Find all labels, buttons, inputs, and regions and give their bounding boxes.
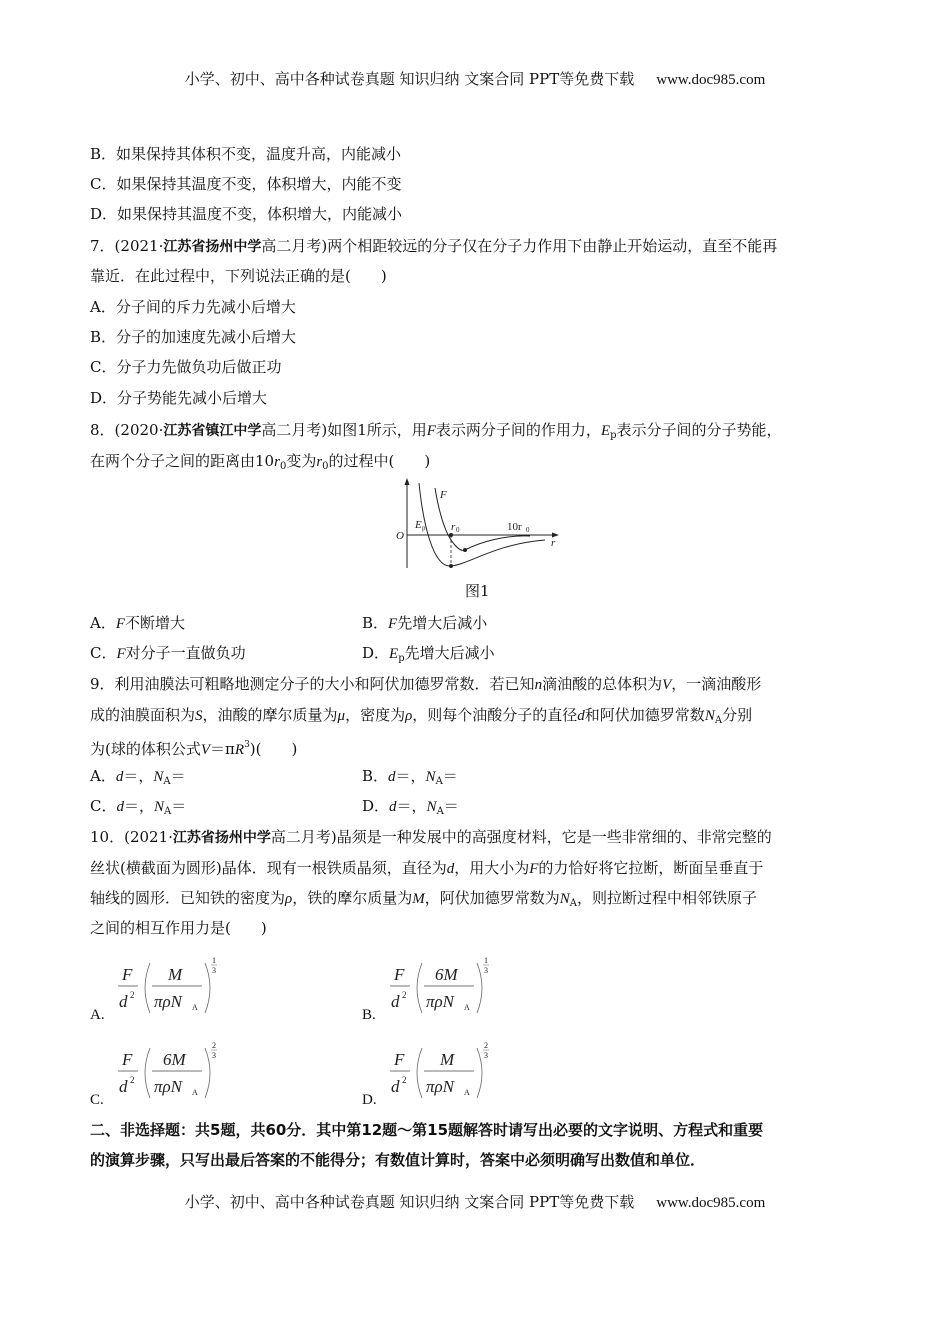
option-label: D． [362, 644, 390, 662]
stem-text: 变为 [286, 452, 317, 470]
q8-option-a [90, 614, 185, 632]
eq: ＝， [123, 767, 154, 785]
header-url[interactable]: www.doc985.com [656, 72, 766, 88]
stem-text: 靠近．在此过程中，下列说法正确的是( [90, 267, 351, 285]
figure-1-force-potential-graph [395, 478, 565, 573]
q10-stem-line3 [90, 888, 757, 914]
option-label: D. [362, 1092, 377, 1108]
svg-text:πρN: πρN [154, 992, 183, 1011]
var-F: F [426, 423, 436, 439]
stem-text: ，则拉断过程中相邻铁原子 [577, 889, 758, 907]
var-Ep: E [389, 646, 399, 662]
svg-text:d: d [119, 1077, 128, 1096]
q9-option-b [362, 766, 458, 792]
paren: ) [260, 919, 267, 937]
var-d: d [115, 769, 124, 785]
q8-option-d [362, 643, 495, 669]
svg-text:M: M [440, 1050, 455, 1069]
section-2-instructions-line1: 二、非选择题：共5题，共60分．其中第12题～第15题解答时请写出必要的文字说明、方程式和重要 [90, 1121, 764, 1139]
stem-text: 在两个分子之间的距离由10 [90, 452, 275, 470]
svg-text:3: 3 [484, 966, 488, 975]
stem-text: ，用大小为 [454, 859, 530, 877]
var-d: d [388, 769, 396, 785]
svg-text:2: 2 [212, 1041, 216, 1050]
superscript: 3 [244, 740, 250, 750]
paren: ) [424, 452, 431, 470]
stem-text: 之间的相互作用力是( [90, 919, 231, 937]
option-label: B. [362, 1007, 376, 1023]
eq: ＝， [395, 767, 426, 785]
var-n: n [534, 677, 543, 693]
option-text: 先增大后减小 [404, 644, 495, 662]
q7-option-a [90, 297, 296, 317]
option-text: 分子力先做负功后做正功 [116, 358, 282, 376]
subscript: p [610, 430, 617, 441]
source-prefix: (2020· [114, 421, 164, 439]
q9-option-d [362, 796, 459, 822]
subscript: 0 [279, 461, 287, 472]
stem-text: 丝状(横截面为圆形)晶体．现有一根铁质晶须，直径为 [90, 859, 447, 877]
q9-stem-line3 [90, 735, 297, 760]
var-NA: N [704, 708, 715, 724]
q7-option-c [90, 357, 282, 377]
eq: ＝， [123, 797, 154, 815]
source-school: 江苏省扬州中学 [172, 830, 271, 846]
var-NA: N [426, 799, 437, 815]
source-school: 江苏省镇江中学 [163, 423, 262, 439]
stem-text: 和阿伏加德罗常数 [584, 706, 705, 724]
option-text: 分子间的斥力先减小后增大 [115, 298, 296, 316]
svg-text:d: d [391, 1077, 400, 1096]
stem-text: 表示两分子间的作用力， [435, 421, 601, 439]
section-2-instructions-line2: 的演算步骤，只写出最后答案的不能得分；有数值计算时，答案中必须明确写出数值和单位． [90, 1151, 706, 1169]
stem-text: 如图1所示，用 [327, 421, 427, 439]
stem-text: ，一滴油酸形 [671, 675, 762, 693]
subscript: A [164, 806, 172, 817]
svg-text:3: 3 [484, 1051, 488, 1060]
stem-text: 滴油酸的总体积为 [542, 675, 663, 693]
svg-text:M: M [168, 965, 183, 984]
option-label: C. [90, 1092, 104, 1108]
svg-text:πρN: πρN [154, 1077, 183, 1096]
q8-option-c [90, 644, 246, 662]
var-d: d [446, 861, 455, 877]
svg-text:3: 3 [212, 1051, 216, 1060]
option-label: C． [90, 644, 117, 662]
svg-text:2: 2 [484, 1041, 488, 1050]
var-V: V [200, 742, 211, 758]
formula-expression [388, 955, 498, 1030]
stem-text: 为(球的体积公式 [90, 740, 201, 758]
stem-text: 表示分子间的分子势能， [616, 421, 782, 439]
footer-url[interactable]: www.doc985.com [656, 1195, 766, 1211]
var-M: M [412, 891, 425, 907]
option-text: 如果保持其体积不变，温度升高，内能减小 [116, 145, 402, 163]
svg-text:A: A [192, 1003, 198, 1012]
svg-text:F: F [122, 1050, 133, 1069]
var-NA: N [153, 769, 164, 785]
option-label: C． [90, 175, 117, 193]
svg-text:2: 2 [402, 1075, 407, 1085]
var-F: F [115, 616, 126, 632]
svg-text:p: p [422, 524, 426, 532]
eq: ＝ [171, 797, 187, 815]
option-label: A． [90, 767, 116, 785]
q9-option-row1 [90, 766, 458, 792]
svg-text:1: 1 [484, 956, 488, 965]
q7-stem-line1 [90, 236, 777, 257]
option-text: 如果保持其温度不变，体积增大，内能减小 [117, 205, 403, 223]
source-prefix: (2021· [114, 237, 164, 255]
var-rho: ρ [285, 891, 293, 907]
option-label: B． [362, 614, 389, 632]
stem-text: 利用油膜法可粗略地测定分子的大小和阿伏加德罗常数．若已知 [114, 675, 535, 693]
svg-text:1: 1 [212, 956, 216, 965]
var-F: F [116, 646, 126, 662]
svg-text:F: F [122, 965, 133, 984]
svg-text:2: 2 [130, 990, 135, 1000]
stem-text: 的过程中( [328, 452, 395, 470]
var-d: d [116, 799, 124, 815]
var-F: F [388, 616, 398, 632]
var-d: d [389, 799, 397, 815]
subscript: A [435, 776, 443, 787]
eq: ＝ [442, 767, 458, 785]
option-text: 分子的加速度先减小后增大 [116, 328, 297, 346]
q9-stem-line1 [90, 674, 761, 695]
q9-option-a [90, 767, 186, 785]
question-number: 8． [90, 421, 115, 439]
option-text: 先增大后减小 [397, 614, 488, 632]
source-school: 江苏省扬州中学 [163, 239, 262, 255]
q7-option-b [90, 327, 296, 347]
option-label: C． [90, 358, 117, 376]
q8-stem-line2 [90, 451, 430, 477]
stem-text: 的力恰好将它拉断，断面呈垂直于 [538, 859, 764, 877]
page-header [0, 68, 950, 89]
formula-expression [116, 955, 226, 1030]
subscript: p [398, 653, 405, 664]
option-label: D． [362, 797, 390, 815]
label-10r0: 10r [507, 521, 522, 533]
question-number: 10． [90, 828, 125, 846]
svg-text:0: 0 [456, 526, 460, 534]
figure-caption: 图1 [465, 582, 490, 600]
stem-text: )( [249, 740, 262, 758]
q9-option-row2 [90, 796, 459, 822]
option-text: 不断增大 [125, 614, 186, 632]
var-NA: N [154, 799, 165, 815]
svg-text:2: 2 [402, 990, 407, 1000]
option-label: B． [90, 328, 117, 346]
question-number: 9． [90, 675, 115, 693]
stem-text: 成的油膜面积为 [90, 706, 196, 724]
stem-text: 分别 [722, 706, 753, 724]
subscript: A [569, 898, 577, 909]
svg-text:d: d [391, 992, 400, 1011]
eq: ＝， [396, 797, 427, 815]
stem-text: ，密度为 [345, 706, 406, 724]
q10-stem-line4 [90, 918, 267, 938]
svg-text:A: A [464, 1088, 470, 1097]
subscript: A [714, 715, 723, 726]
paren: ) [380, 267, 387, 285]
label-Ep: E [415, 519, 422, 531]
option-label: A． [90, 614, 116, 632]
eq: ＝ [170, 767, 186, 785]
source-suffix: 高二月考) [270, 828, 337, 846]
var-NA: N [425, 769, 436, 785]
option-label: B． [90, 145, 117, 163]
svg-text:A: A [464, 1003, 470, 1012]
var-r: r [316, 454, 323, 470]
var-Ep: E [600, 423, 611, 439]
var-d: d [577, 708, 585, 724]
q6-option-b [90, 144, 401, 164]
var-rho: ρ [405, 708, 413, 724]
svg-text:3: 3 [212, 966, 216, 975]
stem-text: 两个相距较远的分子仅在分子力作用下由静止开始运动，直至不能再 [327, 237, 778, 255]
svg-text:F: F [394, 965, 405, 984]
source-suffix: 高二月考) [261, 237, 328, 255]
option-label: C． [90, 797, 117, 815]
svg-text:A: A [192, 1088, 198, 1097]
q9-option-c [90, 797, 186, 815]
q10-stem-line1 [90, 827, 772, 848]
footer-text: 小学、初中、高中各种试卷真题 知识归纳 文案合同 PPT等免费下载 [184, 1193, 635, 1211]
var-S: S [195, 708, 203, 724]
source-prefix: (2021· [124, 828, 173, 846]
option-label: A. [90, 1007, 105, 1023]
var-NA: N [559, 891, 570, 907]
subscript: A [436, 806, 444, 817]
svg-text:2: 2 [130, 1075, 135, 1085]
option-label: D． [90, 389, 118, 407]
option-label: D． [90, 205, 118, 223]
stem-text: 轴线的圆形．已知铁的密度为 [90, 889, 286, 907]
option-text: 对分子一直做负功 [125, 644, 246, 662]
var-F: F [529, 861, 539, 877]
svg-text:πρN: πρN [426, 992, 455, 1011]
option-text: 如果保持其温度不变，体积增大，内能不变 [116, 175, 402, 193]
header-text: 小学、初中、高中各种试卷真题 知识归纳 文案合同 PPT等免费下载 [184, 70, 635, 88]
svg-text:0: 0 [526, 526, 530, 534]
label-r-axis: r [551, 537, 556, 549]
page-footer [0, 1191, 950, 1212]
option-text: 分子势能先减小后增大 [117, 389, 268, 407]
q8-stem-line1 [90, 420, 782, 446]
q10-stem-line2 [90, 858, 763, 879]
eq: ＝ [443, 797, 459, 815]
subscript: 0 [322, 461, 329, 472]
stem-text: ，油酸的摩尔质量为 [202, 706, 338, 724]
option-label: B． [362, 767, 389, 785]
var-r: r [274, 454, 280, 470]
q8-option-b [362, 613, 487, 634]
q6-option-c [90, 174, 402, 194]
stem-text: 晶须是一种发展中的高强度材料，它是一些非常细的、非常完整的 [336, 828, 772, 846]
svg-text:πρN: πρN [426, 1077, 455, 1096]
q8-option-row1 [90, 613, 488, 634]
label-r0: r [451, 521, 456, 533]
stem-text: ，铁的摩尔质量为 [292, 889, 413, 907]
source-suffix: 高二月考) [261, 421, 328, 439]
svg-text:d: d [119, 992, 128, 1011]
q7-stem-line2 [90, 266, 387, 286]
question-number: 7． [90, 237, 115, 255]
q8-option-row2 [90, 643, 495, 664]
svg-text:F: F [394, 1050, 405, 1069]
svg-text:6M: 6M [435, 965, 458, 984]
formula-expression [388, 1040, 498, 1115]
formula-expression [116, 1040, 226, 1115]
label-F: F [440, 489, 447, 501]
q6-option-d [90, 204, 402, 224]
var-V: V [662, 677, 672, 693]
var-mu: μ [337, 708, 346, 724]
stem-text: ，阿伏加德罗常数为 [424, 889, 560, 907]
label-origin: O [396, 530, 404, 542]
stem-text: ，则每个油酸分子的直径 [412, 706, 578, 724]
subscript: A [163, 776, 171, 787]
formula-eq: ＝π [210, 740, 235, 758]
q9-stem-line2 [90, 705, 752, 731]
var-R: R [234, 742, 245, 758]
q7-option-d [90, 388, 267, 408]
svg-text:6M: 6M [163, 1050, 186, 1069]
option-label: A． [90, 298, 116, 316]
paren: ) [291, 740, 298, 758]
